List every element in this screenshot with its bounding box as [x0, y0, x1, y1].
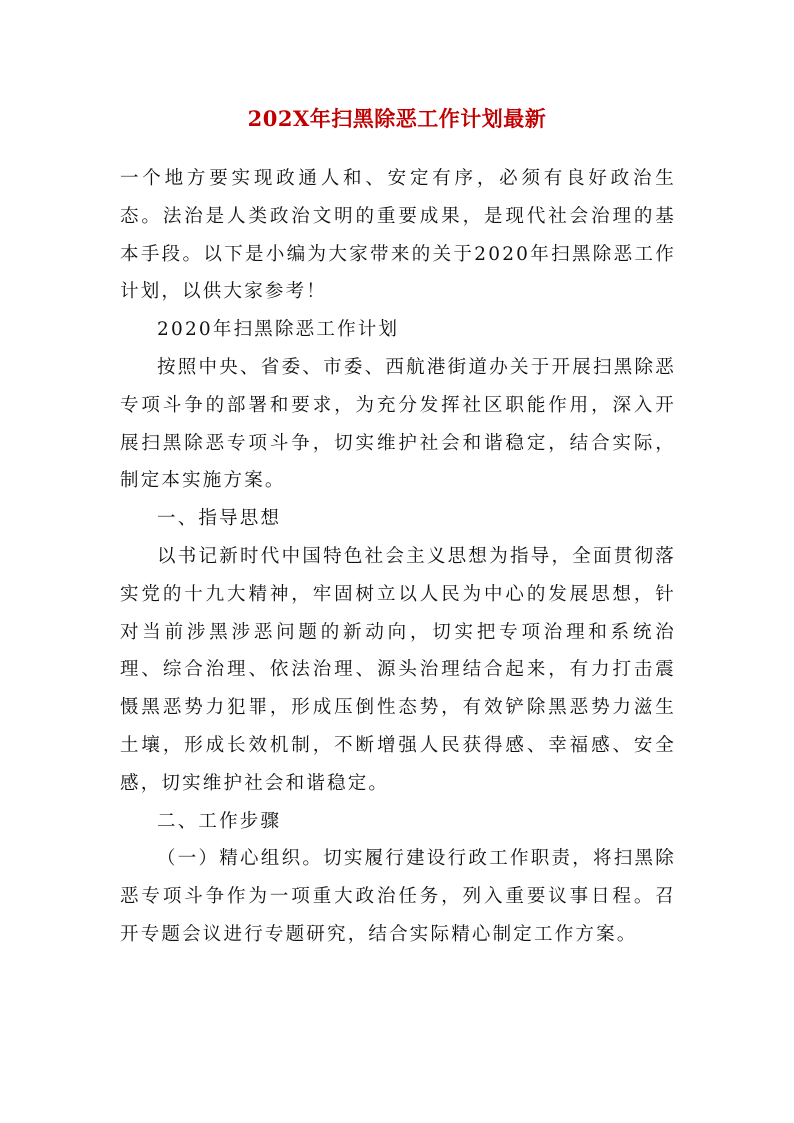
- section-heading-guiding-ideology: 一、指导思想: [157, 508, 282, 530]
- document-body: [120, 160, 676, 954]
- document-title: 202X年扫黑除恶工作计划最新: [247, 106, 547, 131]
- paragraph-subtitle: 2020年扫黑除恶工作计划: [157, 319, 400, 341]
- paragraph-step-one: （一）精心组织。切实履行建设行政工作职责，将扫黑除恶专项斗争作为一项重大政治任务，列入重要议事日程。召开专题会议进行专题研究，结合实际精心制定工作方案。: [120, 848, 676, 945]
- paragraph-intro: 一个地方要实现政通人和、安定有序，必须有良好政治生态。法治是人类政治文明的重要成果，是现代社会治理的基本手段。以下是小编为大家带来的关于2020年扫黑除恶工作计划，以供大家参考！: [120, 168, 676, 303]
- paragraph-purpose: 按照中央、省委、市委、西航港街道办关于开展扫黑除恶专项斗争的部署和要求，为充分发挥社区职能作用，深入开展扫黑除恶专项斗争，切实维护社会和谐稳定，结合实际，制定本实施方案。: [120, 356, 676, 492]
- section-heading-work-steps: 二、工作步骤: [157, 810, 282, 832]
- paragraph-guiding-ideology: 以书记新时代中国特色社会主义思想为指导，全面贯彻落实党的十九大精神，牢固树立以人民为中心的发展思想，针对当前涉黑涉恶问题的新动向，切实把专项治理和系统治理、综合治理、依法治理、源头治理结合起来，有力打击震慑黑恶势力犯罪，形成压倒性态势，有效铲除黑恶势力滋生土壤，形成长效机制，不断增强人民获得感、幸福感、安全感，切实维护社会和谐稳定。: [120, 545, 676, 794]
